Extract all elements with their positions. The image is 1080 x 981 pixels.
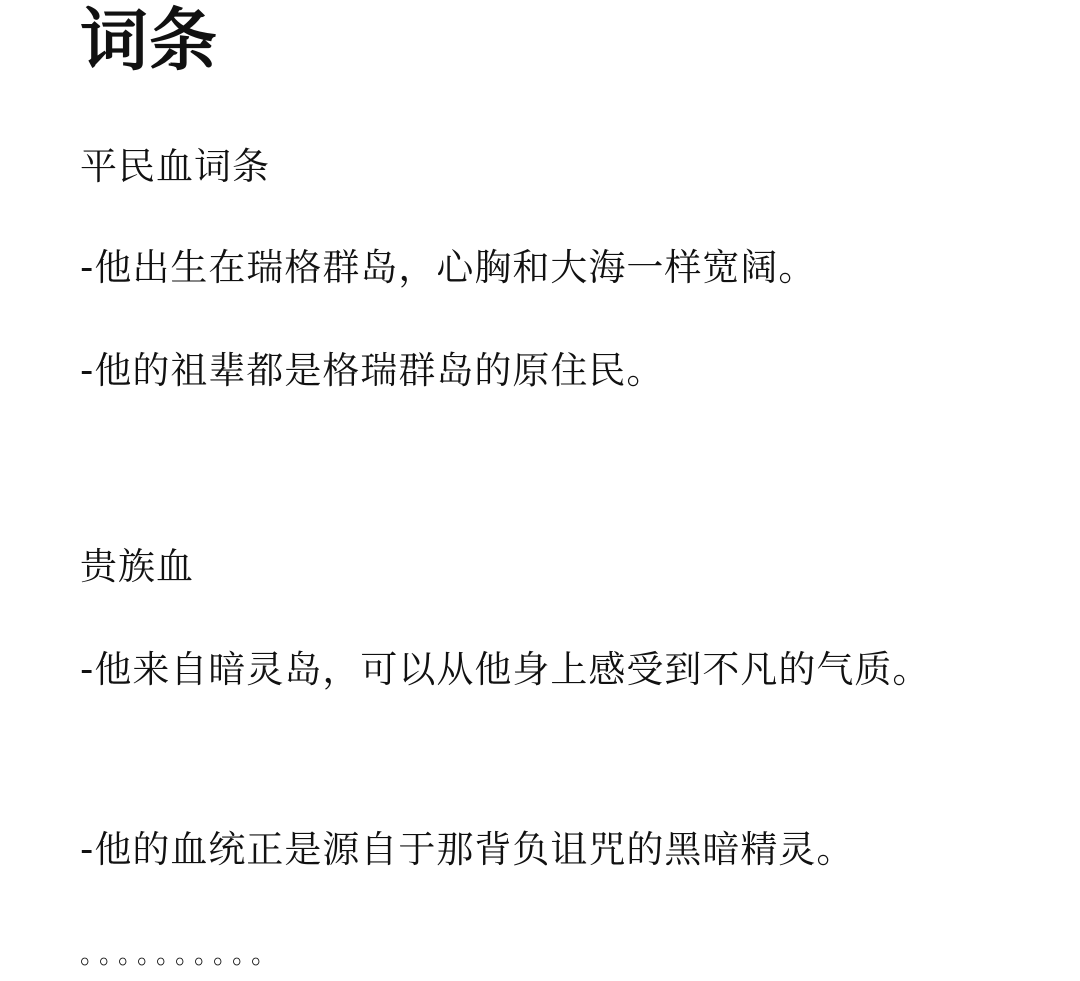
entry-line: -他的祖辈都是格瑞群岛的原住民。 bbox=[80, 349, 665, 392]
entry-line: -他的血统正是源自于那背负诅咒的黑暗精灵。 bbox=[80, 828, 855, 871]
section-heading-commoner: 平民血词条 bbox=[80, 145, 270, 188]
page-title: 词条 bbox=[80, 2, 219, 81]
entry-line: -他出生在瑞格群岛，心胸和大海一样宽阔。 bbox=[80, 246, 817, 289]
entry-paragraph: -他来自暗灵岛，可以从他身上感受到不凡的气质。 bbox=[80, 648, 931, 691]
section-heading-noble: 贵族血 bbox=[80, 545, 194, 588]
ellipsis-dots: 。。。。。。。。。。 bbox=[80, 940, 284, 970]
